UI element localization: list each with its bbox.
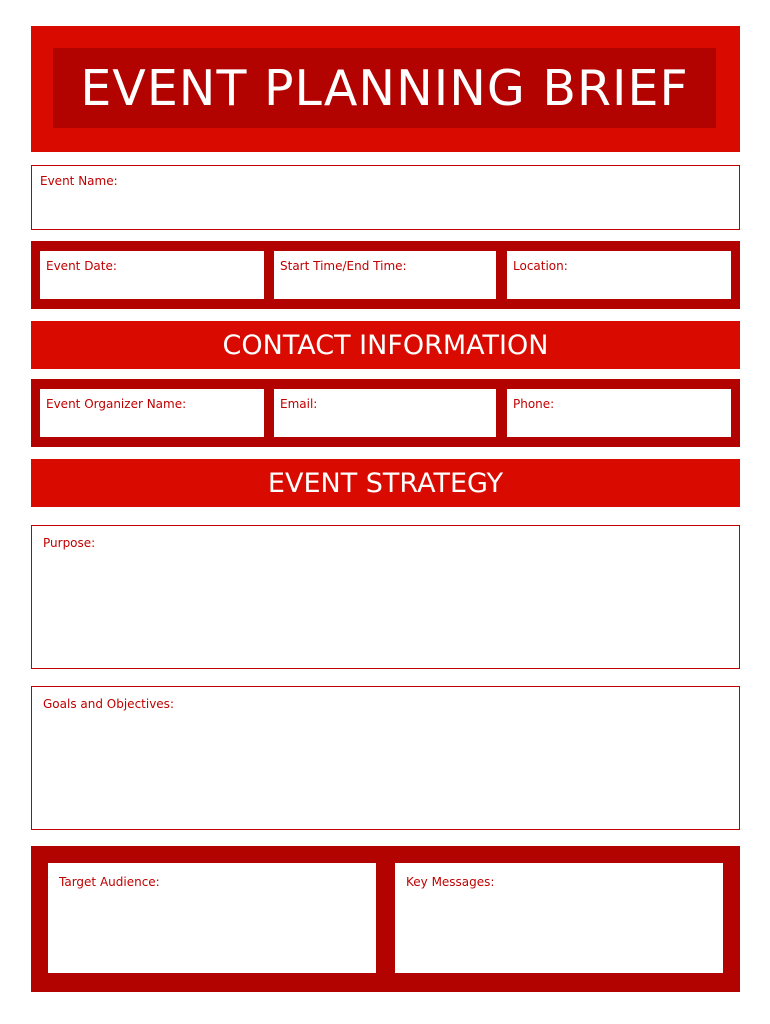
target-audience-label: Target Audience: bbox=[59, 875, 160, 889]
key-messages-label: Key Messages: bbox=[406, 875, 495, 889]
event-name-label: Event Name: bbox=[40, 174, 118, 188]
phone-field[interactable] bbox=[507, 389, 731, 437]
location-label: Location: bbox=[513, 259, 568, 273]
phone-label: Phone: bbox=[513, 397, 555, 411]
target-audience-field[interactable] bbox=[48, 863, 376, 973]
key-messages-field[interactable] bbox=[395, 863, 723, 973]
event-name-field[interactable] bbox=[31, 165, 740, 230]
goals-objectives-label: Goals and Objectives: bbox=[43, 697, 174, 711]
page-title: EVENT PLANNING BRIEF bbox=[80, 59, 689, 117]
email-label: Email: bbox=[280, 397, 318, 411]
location-field[interactable] bbox=[507, 251, 731, 299]
organizer-name-field[interactable] bbox=[40, 389, 264, 437]
start-end-time-label: Start Time/End Time: bbox=[280, 259, 407, 273]
event-date-label: Event Date: bbox=[46, 259, 117, 273]
event-strategy-heading: EVENT STRATEGY bbox=[31, 459, 740, 507]
audience-messages-frame bbox=[31, 846, 740, 992]
purpose-field[interactable] bbox=[31, 525, 740, 669]
contact-row bbox=[31, 379, 740, 447]
organizer-name-label: Event Organizer Name: bbox=[46, 397, 187, 411]
start-end-time-field[interactable] bbox=[274, 251, 496, 299]
purpose-label: Purpose: bbox=[43, 536, 96, 550]
email-field[interactable] bbox=[274, 389, 496, 437]
title-inner-panel bbox=[53, 48, 716, 128]
goals-objectives-field[interactable] bbox=[31, 686, 740, 830]
event-details-row bbox=[31, 241, 740, 309]
event-date-field[interactable] bbox=[40, 251, 264, 299]
contact-information-heading: CONTACT INFORMATION bbox=[31, 321, 740, 369]
